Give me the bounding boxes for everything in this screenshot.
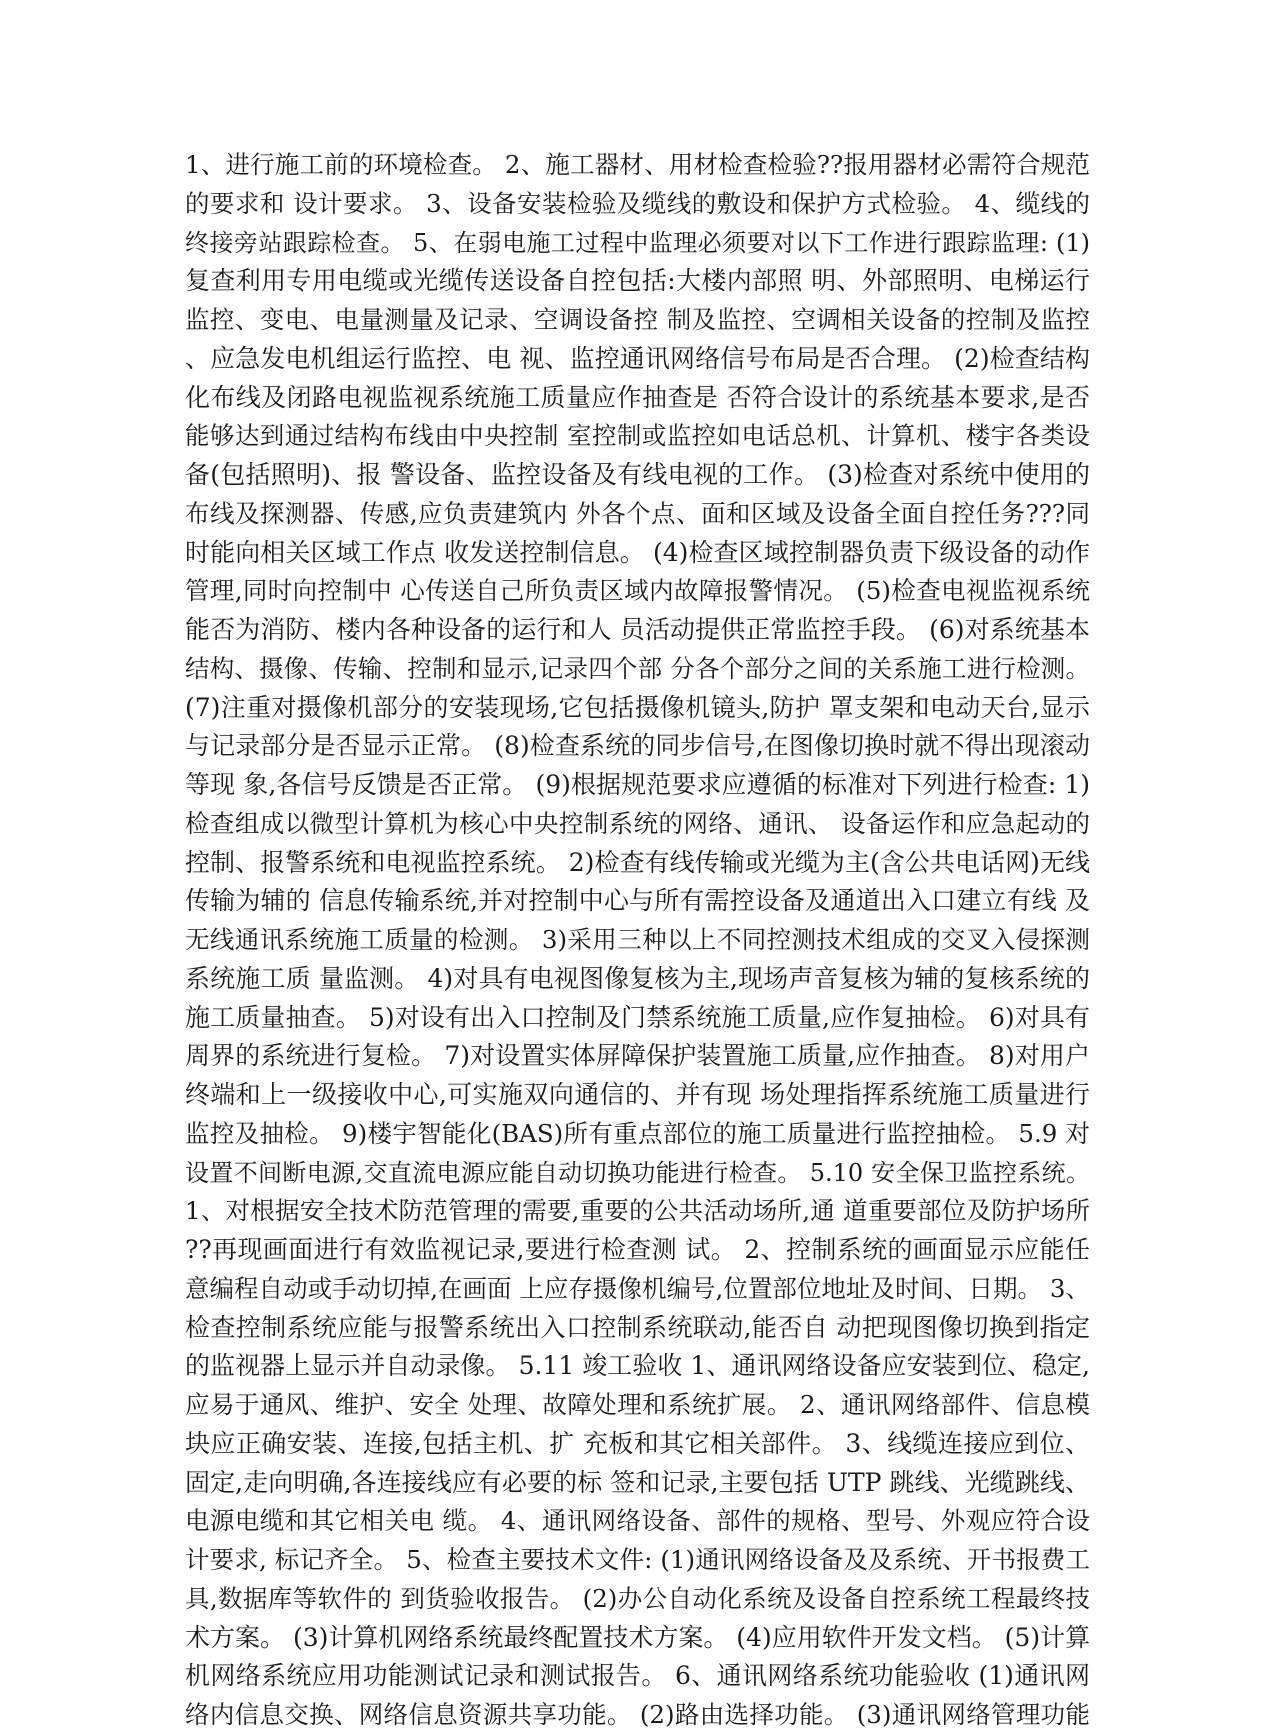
text-line-8: 能够达到通过结构布线由中央控制 室控制或监控如电话总机、计算机、楼宇各类设 xyxy=(185,421,1090,451)
text-line-20: 传输为辅的 信息传输系统,并对控制中心与所有需控设备及通道出入口建立有线 及 xyxy=(185,886,1090,916)
text-line-38: 具,数据库等软件的 到货验收报告。 (2)办公自动化系统及设备自控系统工程最终技 xyxy=(185,1583,1090,1613)
text-line-3: 终接旁站跟踪检查。 5、在弱电施工过程中监理必须要对以下工作进行跟踪监理: (1) xyxy=(185,228,1090,257)
text-line-35: 固定,走向明确,各连接线应有必要的标 签和记录,主要包括 UTP 跳线、光缆跳线、 xyxy=(185,1467,1090,1497)
text-line-34: 块应正确安装、连接,包括主机、扩 充板和其它相关部件。 3、线缆连接应到位、 xyxy=(185,1428,1090,1458)
text-line-27: 设置不间断电源,交直流电源应能自动切换功能进行检查。 5.10 安全保卫监控系统。 xyxy=(185,1158,1090,1187)
text-line-31: 检查控制系统应能与报警系统出入口控制系统联动,能否自 动把现图像切换到指定 xyxy=(185,1312,1090,1342)
text-line-17: 等现 象,各信号反馈是否正常。 (9)根据规范要求应遵循的标准对下列进行检查: 1) xyxy=(185,770,1090,799)
document-page xyxy=(185,146,1091,1729)
text-line-32: 的监视器上显示并自动录像。 5.11 竣工验收 1、通讯网络设备应安装到位、稳定, xyxy=(185,1351,1090,1381)
text-line-9: 备(包括照明)、报 警设备、监控设备及有线电视的工作。 (3)检查对系统中使用的 xyxy=(185,460,1090,489)
text-line-1: 1、进行施工前的环境检查。 2、施工器材、用材检查检验??报用器材必需符合规范 xyxy=(185,150,1090,179)
text-line-22: 系统施工质 量监测。 4)对具有电视图像复核为主,现场声音复核为辅的复核系统的 xyxy=(185,963,1090,993)
text-line-30: 意编程自动或手动切掉,在画面 上应存摄像机编号,位置部位地址及时间、日期。 3、 xyxy=(185,1273,1090,1303)
text-line-21: 无线通讯系统施工质量的检测。 3)采用三种以上不同控测技术组成的交叉入侵探测 xyxy=(185,925,1090,954)
text-line-15: (7)注重对摄像机部分的安装现场,它包括摄像机镜头,防护 罩支架和电动天台,显示 xyxy=(185,692,1090,722)
text-line-16: 与记录部分是否显示正常。 (8)检查系统的同步信号,在图像切换时就不得出现滚动 xyxy=(185,731,1090,761)
text-line-40: 机网络系统应用功能测试记录和测试报告。 6、通讯网络系统功能验收 (1)通讯网 xyxy=(185,1661,1090,1691)
text-line-11: 时能向相关区域工作点 收发送控制信息。 (4)检查区域控制器负责下级设备的动作 xyxy=(185,537,1090,567)
text-line-36: 电源电缆和其它相关电 缆。 4、通讯网络设备、部件的规格、型号、外观应符合设 xyxy=(185,1506,1090,1536)
text-line-25: 终端和上一级接收中心,可实施双向通信的、并有现 场处理指挥系统施工质量进行 xyxy=(185,1080,1090,1109)
text-line-6: 、应急发电机组运行监控、电 视、监控通讯网络信号布局是否合理。 (2)检查结构 xyxy=(185,343,1090,373)
text-line-7: 化布线及闭路电视监视系统施工质量应作抽查是 否符合设计的系统基本要求,是否 xyxy=(185,382,1090,412)
text-line-14: 结构、摄像、传输、控制和显示,记录四个部 分各个部分之间的关系施工进行检测。 xyxy=(185,653,1090,683)
text-line-12: 管理,同时向控制中 心传送自己所负责区域内故障报警情况。 (5)检查电视监视系统 xyxy=(185,576,1090,606)
text-line-2: 的要求和 设计要求。 3、设备安装检验及缆线的敷设和保护方式检验。 4、缆线的 xyxy=(185,188,1090,218)
text-line-33: 应易于通风、维护、安全 处理、故障处理和系统扩展。 2、通讯网络部件、信息模 xyxy=(185,1390,1090,1419)
text-line-10: 布线及探测器、传感,应负责建筑内 外各个点、面和区域及设备全面自控任务???同 xyxy=(185,498,1090,528)
text-line-39: 术方案。 (3)计算机网络系统最终配置技术方案。 (4)应用软件开发文档。 (5)计算 xyxy=(185,1622,1091,1652)
text-line-5: 监控、变电、电量测量及记录、空调设备控 制及监控、空调相关设备的控制及监控 xyxy=(185,305,1090,334)
text-line-13: 能否为消防、楼内各种设备的运行和人 员活动提供正常监控手段。 (6)对系统基本 xyxy=(185,615,1090,644)
text-line-18: 检查组成以微型计算机为核心中央控制系统的网络、通讯、 设备运作和应急起动的 xyxy=(185,808,1090,838)
text-line-24: 周界的系统进行复检。 7)对设置实体屏障保护装置施工质量,应作抽查。 8)对用户 xyxy=(185,1041,1090,1071)
text-line-41: 络内信息交换、网络信息资源共享功能。 (2)路由选择功能。 (3)通讯网络管理功能 xyxy=(185,1700,1090,1729)
text-line-29: ??再现画面进行有效监视记录,要进行检查测 试。 2、控制系统的画面显示应能任 xyxy=(185,1235,1090,1264)
text-line-23: 施工质量抽查。 5)对设有出入口控制及门禁系统施工质量,应作复抽检。 6)对具有 xyxy=(185,1002,1090,1032)
text-line-37: 计要求, 标记齐全。 5、检查主要技术文件: (1)通讯网络设备及及系统、开书报费工 xyxy=(185,1545,1090,1574)
text-line-26: 监控及抽检。 9)楼宇智能化(BAS)所有重点部位的施工质量进行监控抽检。 5.9 对 xyxy=(185,1118,1090,1148)
text-line-4: 复查利用专用电缆或光缆传送设备自控包括:大楼内部照 明、外部照明、电梯运行 xyxy=(185,266,1090,296)
text-line-28: 1、对根据安全技术防范管理的需要,重要的公共活动场所,通 道重要部位及防护场所 xyxy=(185,1196,1090,1226)
text-line-19: 控制、报警系统和电视监控系统。 2)检查有线传输或光缆为主(含公共电话网)无线 xyxy=(185,847,1090,877)
